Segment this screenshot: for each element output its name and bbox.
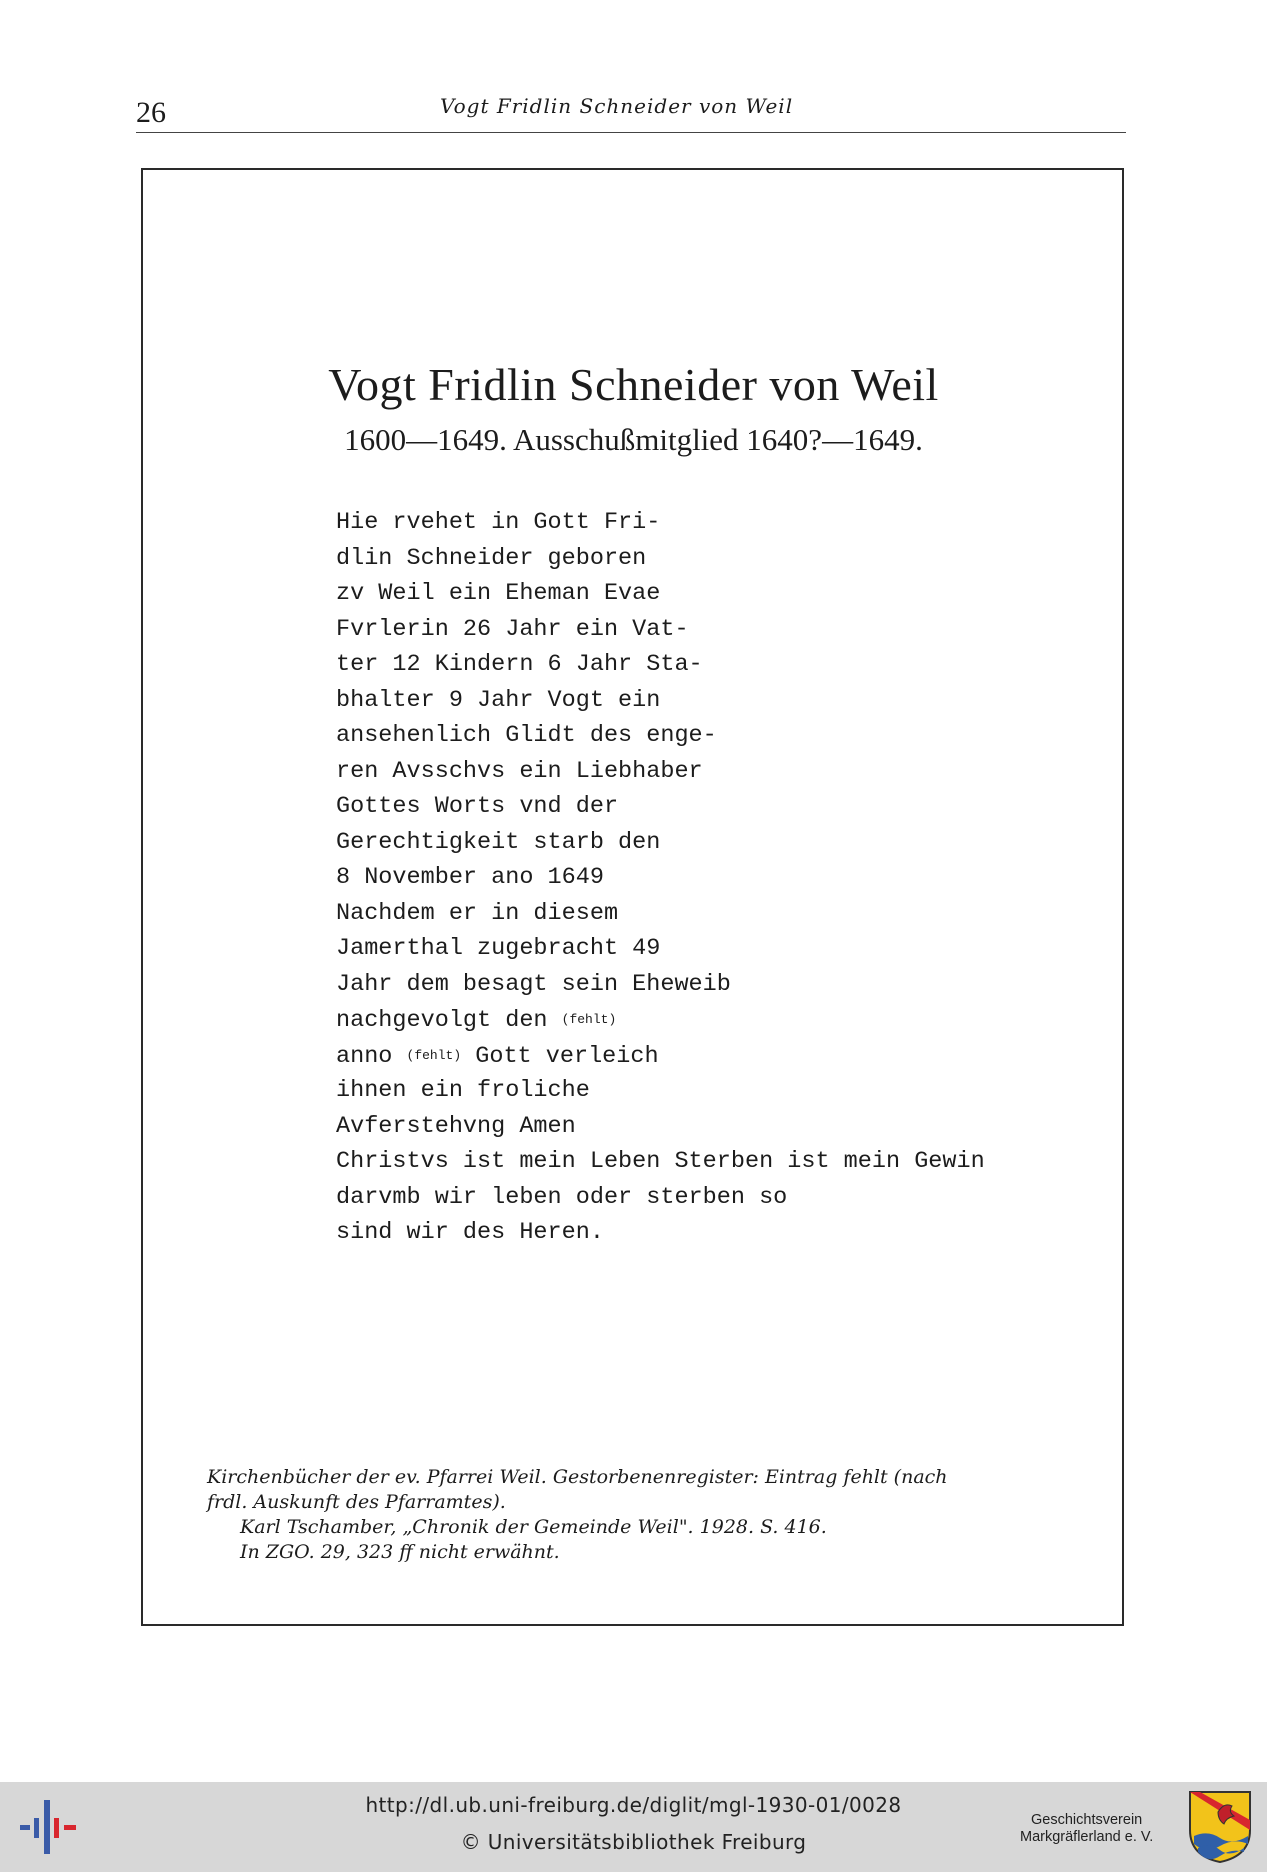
inscription-line: Hie rvehet in Gott Fri- xyxy=(336,509,661,536)
missing-note: (fehlt) xyxy=(406,1047,462,1063)
inscription-line-text: anno xyxy=(336,1042,393,1070)
inscription-text xyxy=(336,505,985,1251)
society-name-line: Geschichtsverein xyxy=(1031,1812,1143,1828)
footnote-line: Karl Tschamber, „Chronik der Gemeinde Weil". 1928. S. 416. xyxy=(240,1516,827,1538)
inscription-line: Fvrlerin 26 Jahr ein Vat- xyxy=(336,615,689,643)
inscription-line xyxy=(336,1002,985,1038)
coat-of-arms-icon xyxy=(1188,1790,1252,1864)
inscription-line: Jahr dem besagt sein Eheweib xyxy=(336,970,731,998)
footnotes xyxy=(207,1465,1087,1565)
copyright-notice: © Universitätsbibliothek Freiburg xyxy=(460,1830,807,1854)
source-url[interactable]: http://dl.ub.uni-freiburg.de/diglit/mgl-1930-01/0028 xyxy=(365,1793,902,1817)
inscription-line: Nachdem er in diesem xyxy=(336,899,619,927)
inscription-line-text: nachgevolgt den xyxy=(336,1006,548,1034)
article-subtitle: 1600—1649. Ausschußmitglied 1640?—1649. xyxy=(344,422,923,457)
inscription-line: darvmb wir leben oder sterben so xyxy=(336,1183,788,1211)
inscription-line-text: Gott verleich xyxy=(475,1042,659,1070)
missing-note: (fehlt) xyxy=(561,1012,617,1027)
inscription-line: Christvs ist mein Leben Sterben ist mein Gewin xyxy=(336,1148,985,1175)
header-rule xyxy=(136,132,1126,133)
page-number: 26 xyxy=(136,96,166,129)
inscription-line: Gottes Worts vnd der xyxy=(336,793,619,820)
footnote-line: Kirchenbücher der ev. Pfarrei Weil. Gestorbenenregister: Eintrag fehlt (nach xyxy=(207,1466,948,1488)
inscription-line: dlin Schneider geboren xyxy=(336,544,647,572)
inscription-line: 8 November ano 1649 xyxy=(336,864,604,891)
inscription-line: ansehenlich Glidt des enge- xyxy=(336,722,717,749)
inscription-line: Avferstehvng Amen xyxy=(336,1112,576,1140)
inscription-line: ihnen ein froliche xyxy=(336,1077,590,1104)
inscription-line: sind wir des Heren. xyxy=(336,1219,604,1246)
article-title: Vogt Fridlin Schneider von Weil xyxy=(328,359,939,410)
footnote-line: frdl. Auskunft des Pfarramtes). xyxy=(207,1491,506,1513)
footer-bar xyxy=(0,1782,1267,1872)
society-name xyxy=(1020,1812,1153,1846)
inscription-line: Gerechtigkeit starb den xyxy=(336,828,661,856)
footnote-line: In ZGO. 29, 323 ff nicht erwähnt. xyxy=(240,1541,560,1563)
society-name-line: Markgräflerland e. V. xyxy=(1020,1829,1154,1845)
inscription-line: ter 12 Kindern 6 Jahr Sta- xyxy=(336,651,703,678)
inscription-line: bhalter 9 Jahr Vogt ein xyxy=(336,686,661,714)
inscription-line: zv Weil ein Eheman Evae xyxy=(336,580,661,607)
running-title: Vogt Fridlin Schneider von Weil xyxy=(440,94,794,118)
inscription-line: Jamerthal zugebracht 49 xyxy=(336,935,661,962)
inscription-line: ren Avsschvs ein Liebhaber xyxy=(336,757,703,785)
inscription-line xyxy=(336,1038,985,1074)
